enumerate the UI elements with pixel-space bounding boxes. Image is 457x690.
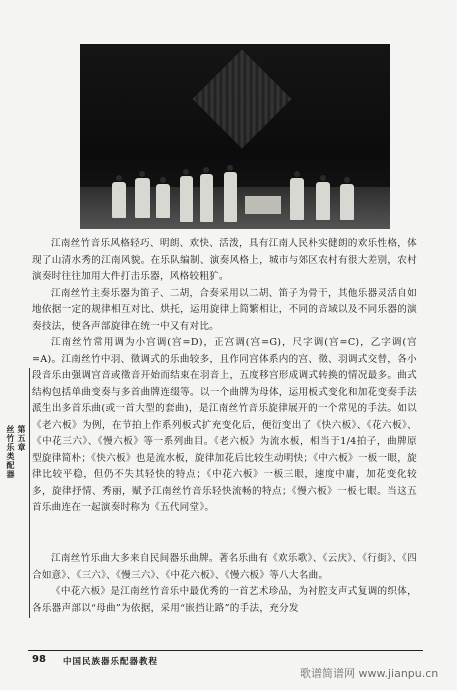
performance-photo bbox=[80, 44, 390, 229]
performer-head bbox=[183, 169, 189, 175]
paragraph: 江南丝竹乐曲大多来自民间器乐曲牌。著名乐曲有《欢乐歌》、《云庆》、《行街》、《四合如意》、《三六》、《慢三六》、《中花六板》、《慢六板》等八大名曲。 bbox=[32, 553, 417, 581]
performer-head bbox=[116, 175, 122, 181]
performer-head bbox=[139, 171, 145, 177]
paragraph: 《中花六板》是江南丝竹音乐中最优秀的一首艺术珍品，为衬腔支声式复调的织体，各乐器声部以“母曲”为依据，采用“嵌挡让路”的手法，充分发 bbox=[32, 586, 417, 614]
performer-figure bbox=[135, 178, 150, 218]
performer-figure bbox=[290, 178, 304, 220]
paragraph: 江南丝竹音乐风格轻巧、明朗、欢快、活泼，具有江南人民朴实健朗的欢乐性格，体现了山清水秀的江南风貌。在乐队编制、演奏风格上，城市与郊区农村有很大差别，农村演奏时往往加用大件打击乐器，风格较粗犷。 bbox=[32, 238, 417, 282]
side-rule bbox=[29, 368, 30, 618]
paragraph: 江南丝竹常用调为小宫调(宫=D)，正宫调(宫=G)，尺字调(宫=C)，乙字调(宫=A)。江南丝竹中羽、徵调式的乐曲较多，且作同宫体系内的宫、徵、羽调式交替，各小段音乐由强调宫音或徵音开始而结束在羽音上，五度移宫形成调式转换的情况最多。曲式结构包括单曲变奏与多首曲牌连缀等。以一个曲牌为母体，运用板式变化和加花变奏手法派生出多首乐曲(或一首大型的套曲)，是江南丝竹音乐旋律展开的一个常见的手法。如以《老六板》为例，在节拍上作系列板式扩充变化后，便衍变出了《快六板》、《花六板》、《中花三六》、《慢六板》等一系列曲目。《老六板》为流水板，相当于1/4拍子，曲牌原型旋律简朴；《快六板》也是流水板，旋律加花后比较生动明快；《中六板》一板一眼，旋律比较平稳，但仍不失其轻快的特点；《中花六板》一板三眼，速度中庸，加花变化较多，旋律抒情、秀丽，赋予江南丝竹音乐轻快流畅的特点；《慢六板》一板七眼。当这五首乐曲连在一起演奏时称为《五代同堂》。 bbox=[32, 337, 417, 513]
performer-head bbox=[344, 177, 350, 183]
body-text-top bbox=[32, 236, 417, 517]
performer-figure bbox=[112, 182, 126, 218]
performer-figure bbox=[340, 184, 354, 220]
center-table bbox=[245, 196, 281, 214]
performer-figure bbox=[224, 172, 237, 222]
watermark: 歌谱简谱网 www.jianpu.cn bbox=[300, 667, 439, 680]
stage-backdrop-panel bbox=[193, 50, 292, 149]
performer-figure bbox=[200, 174, 213, 222]
performer-figure bbox=[316, 182, 330, 220]
performer-figure bbox=[156, 184, 170, 218]
performer-head bbox=[203, 167, 209, 173]
performer-head bbox=[227, 165, 233, 171]
chapter-side-label bbox=[6, 425, 27, 485]
chapter-label: 第五章 bbox=[17, 425, 26, 452]
paragraph: 江南丝竹主奏乐器为笛子、二胡，合奏采用以二胡、笛子为骨干，其他乐器灵活自如地依据一定的规律相互对比、烘托，运用旋律上简繁相让，不同的音域以及不同乐器的演奏技法，使各声部旋律在统一中又有对比。 bbox=[32, 287, 417, 332]
section-label: 丝竹乐类配器 bbox=[6, 425, 15, 479]
body-text-bottom bbox=[32, 551, 417, 617]
page-number: 98 bbox=[32, 654, 46, 665]
performer-head bbox=[294, 171, 300, 177]
footer-rule bbox=[28, 650, 423, 651]
performer-figure bbox=[180, 176, 193, 222]
performer-head bbox=[320, 175, 326, 181]
performer-head bbox=[160, 177, 166, 183]
book-title: 中国民族器乐配器教程 bbox=[63, 657, 159, 667]
